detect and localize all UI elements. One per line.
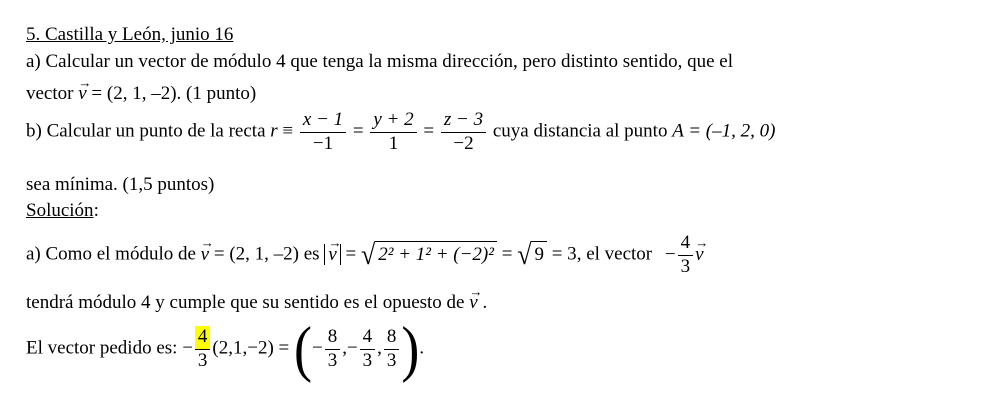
sqrt-nine-radicand: 9 bbox=[531, 241, 547, 266]
vector-v-symbol: → v bbox=[328, 244, 336, 266]
problem-a-line1: a) Calcular un vector de módulo 4 que tenga la misma dirección, pero distinto sentido, que el bbox=[26, 51, 734, 72]
fraction-numerator-highlighted: 4 bbox=[195, 326, 211, 350]
problem-b-line bbox=[26, 109, 775, 156]
component-3: $\frac{8}{3}$ bbox=[384, 326, 400, 373]
equals-sign: = bbox=[352, 120, 364, 142]
point-a: A = (–1, 2, 0) bbox=[672, 120, 776, 142]
equiv-symbol: ≡ bbox=[282, 120, 294, 142]
vector-v-symbol: → v bbox=[469, 292, 477, 314]
fraction-x bbox=[300, 109, 346, 156]
problem-a-vector-value: = (2, 1, –2). (1 punto) bbox=[91, 83, 257, 104]
solution-a-line2 bbox=[26, 292, 487, 314]
fraction-z-denominator: −2 bbox=[453, 132, 474, 154]
fraction-four-thirds-highlighted bbox=[195, 326, 211, 373]
problem-b-distance-text: cuya distancia al punto bbox=[492, 120, 668, 142]
fraction-denominator: 3 bbox=[680, 255, 691, 277]
vector-modulus bbox=[324, 244, 340, 265]
fraction-y bbox=[370, 109, 416, 156]
sqrt-radicand: 2² + 1² + (−2)² bbox=[375, 241, 497, 266]
vector-v-symbol: → v bbox=[201, 244, 209, 266]
solution-final-line: El vector pedido es: − $\frac{4}{3}$ (2,1,−2) = (− $\frac{8}{3}$ ,− $\frac{4}{3}$ , $\frac{8}{3}$ ). bbox=[26, 314, 425, 384]
fraction-y-numerator: y + 2 bbox=[370, 109, 416, 133]
solution-a-line: a) Como el módulo de → v = (2, 1, –2) es → v = √ 2² + 1² + (−2)² = √ 9 = 3, el vector − $\frac{4}{3}$ → v bbox=[26, 232, 704, 279]
fraction-x-denominator: −1 bbox=[312, 132, 334, 154]
sqrt-expression: √ 2² + 1² + (−2)² bbox=[361, 240, 497, 270]
solution-a-line2-end: . bbox=[482, 292, 488, 313]
vector-v-symbol: → v bbox=[695, 244, 703, 266]
solution-a-vector-value: = (2, 1, –2) es bbox=[213, 243, 320, 265]
equals-sign: = bbox=[423, 120, 435, 142]
fraction-z bbox=[441, 109, 486, 156]
vector-v-symbol: → v bbox=[78, 83, 86, 105]
fraction-x-numerator: x − 1 bbox=[300, 109, 346, 133]
problem-b-line2: sea mínima. (1,5 puntos) bbox=[26, 174, 215, 195]
solution-a-line2-text: tendrá módulo 4 y cumple que su sentido es el opuesto de bbox=[26, 292, 465, 313]
problem-a-vector-label: vector bbox=[26, 83, 74, 104]
solution-a-text: a) Como el módulo de bbox=[26, 243, 196, 265]
problem-b-text: b) Calcular un punto de la recta bbox=[26, 120, 266, 142]
sqrt-nine: √ 9 bbox=[517, 240, 547, 270]
solution-a-vector-text: , el vector bbox=[576, 243, 653, 265]
component-2: $\frac{4}{3}$ bbox=[360, 326, 376, 373]
vector-tuple: (2,1,−2) = bbox=[212, 337, 290, 359]
problem-title: 5. Castilla y León, junio 16 bbox=[26, 24, 234, 45]
solution-final-text: El vector pedido es: bbox=[26, 337, 178, 359]
fraction-z-numerator: z − 3 bbox=[441, 109, 486, 133]
solution-heading-colon: : bbox=[93, 200, 99, 221]
fraction-denominator: 3 bbox=[197, 349, 208, 371]
problem-a-line2 bbox=[26, 83, 256, 105]
final-period: . bbox=[419, 337, 425, 359]
component-1: $\frac{8}{3}$ bbox=[325, 326, 341, 373]
solution-heading-text: Solución bbox=[26, 200, 94, 221]
solution-heading bbox=[26, 200, 99, 222]
fraction-y-denominator: 1 bbox=[388, 132, 399, 154]
fraction-numerator: 4 bbox=[678, 232, 694, 256]
fraction-four-thirds bbox=[678, 232, 694, 279]
modulus-result: = 3 bbox=[551, 243, 577, 265]
line-r-symbol: r bbox=[270, 120, 278, 142]
